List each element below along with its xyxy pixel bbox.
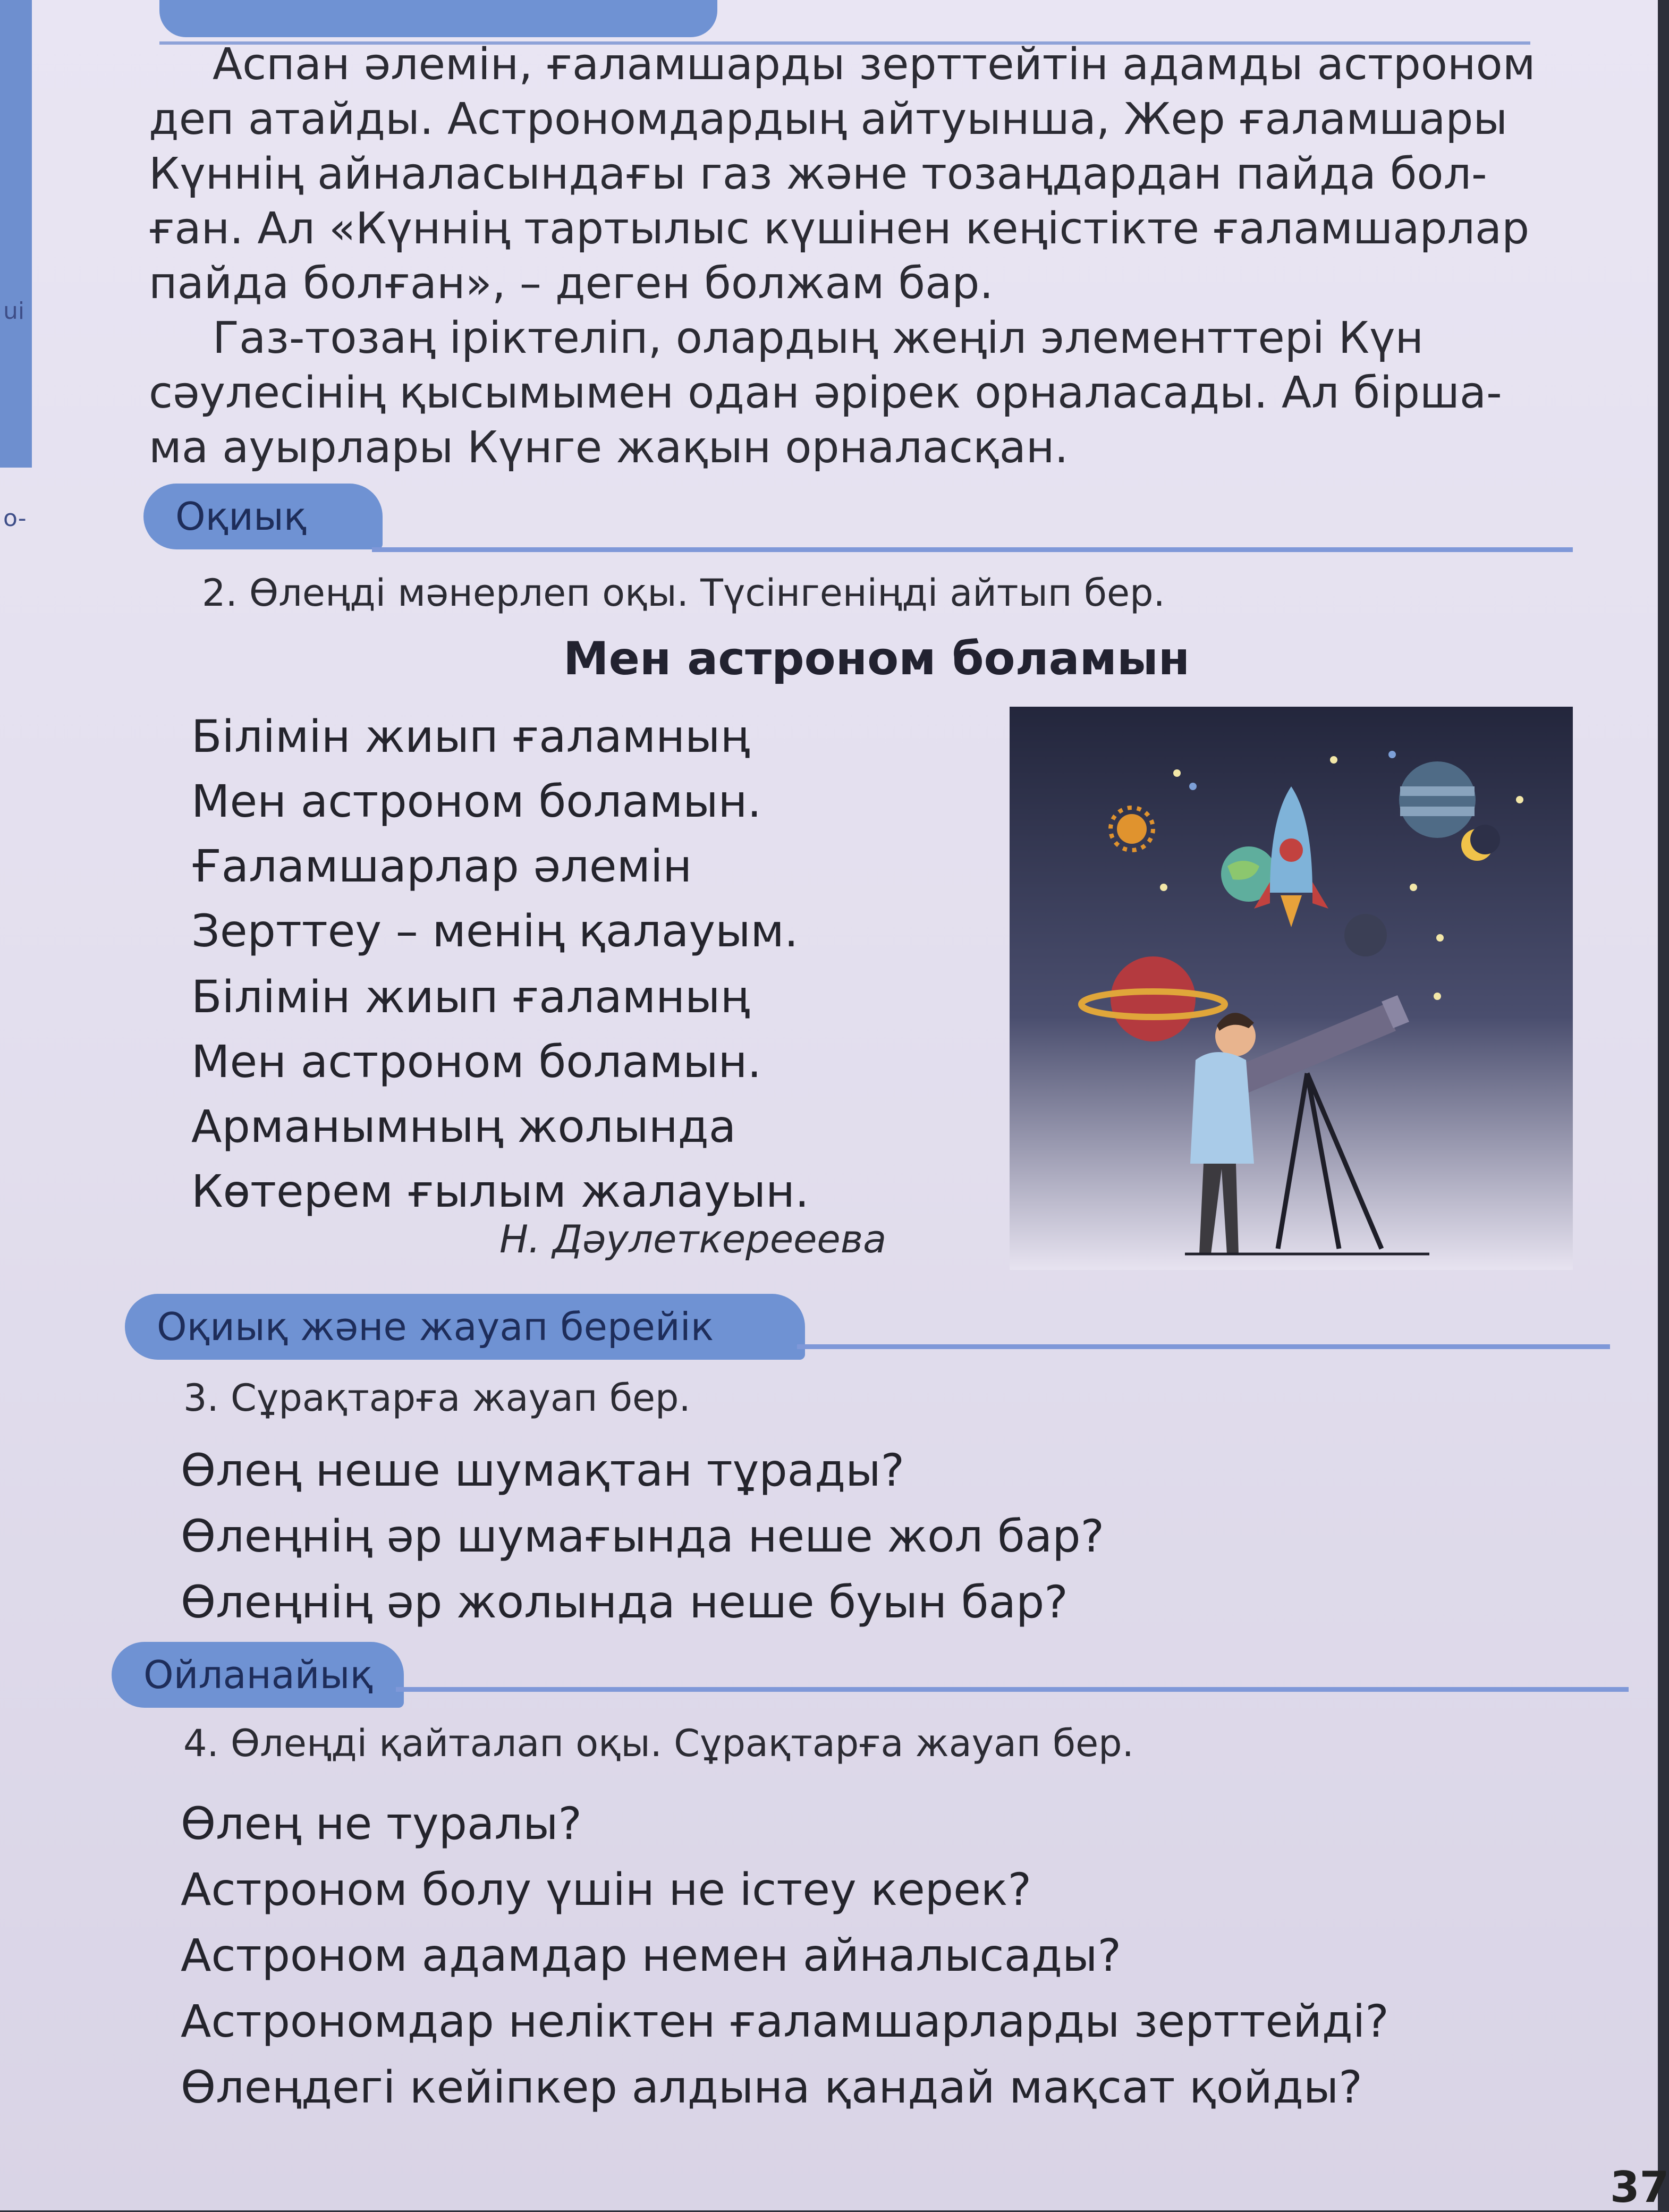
- margin-mark: ui: [3, 298, 25, 325]
- question-line: Өлеңнің әр шумағында неше жол бар?: [181, 1510, 1105, 1562]
- poem-line: Көтерем ғылым жалауын.: [191, 1165, 809, 1217]
- questions-3: [181, 1437, 1104, 1635]
- question-line: Өлеңнің әр жолында неше буын бар?: [181, 1576, 1068, 1628]
- poem-stanza-1: [191, 704, 799, 963]
- question-line: Астроном адамдар немен айналысады?: [181, 1929, 1122, 1981]
- text-line: деп атайды. Астрономдардың айтуынша, Жер ғаламшары: [149, 94, 1508, 145]
- striped-planet-icon: [1399, 761, 1476, 838]
- poem-title: Мен астроном боламын: [563, 632, 1190, 685]
- text-line: Аспан әлемін, ғаламшарды зерттейтін адамды астроном: [213, 39, 1536, 90]
- text-line: ма ауырлары Күнге жақын орналасқан.: [149, 422, 1069, 473]
- poem-line: Арманымның жолында: [191, 1100, 736, 1152]
- poem-line: Мен астроном боламын.: [191, 1036, 762, 1088]
- poem-line: Мен астроном боламын.: [191, 775, 762, 827]
- header-band: [159, 0, 717, 37]
- text-line: Газ-тозаң іріктеліп, олардың жеңіл элементтері Күн: [213, 313, 1424, 363]
- question-line: Өлең не туралы?: [181, 1798, 582, 1850]
- intro-paragraph-1: [149, 37, 1552, 311]
- poem-line: Ғаламшарлар әлемін: [191, 840, 692, 892]
- section-label-thinking: Ойланайық: [112, 1642, 404, 1708]
- margin-tab: [0, 0, 32, 468]
- poem-author: Н. Дәулеткерееева: [499, 1217, 887, 1261]
- margin-mark: o-: [3, 505, 27, 532]
- question-line: Өлеңдегі кейіпкер алдына қандай мақсат қойды?: [181, 2061, 1362, 2113]
- section-rule: [797, 1344, 1610, 1349]
- task-2: 2. Өлеңді мәнерлеп оқы. Түсінгеніңді айтып бер.: [202, 571, 1165, 615]
- task-3: 3. Сұрақтарға жауап бер.: [183, 1376, 691, 1420]
- question-line: Астрономдар неліктен ғаламшарларды зерттейді?: [181, 1995, 1389, 2047]
- section-label-reading: Оқиық: [143, 484, 383, 549]
- intro-paragraph-2: [149, 311, 1552, 475]
- section-rule: [372, 547, 1573, 552]
- page-number: 37: [1610, 2163, 1669, 2212]
- poem-line: Білімін жиып ғаламның: [191, 971, 750, 1023]
- questions-4: [181, 1791, 1389, 2120]
- poem-line: Зерттеу – менің қалауым.: [191, 905, 799, 957]
- task-4: 4. Өлеңді қайталап оқы. Сұрақтарға жауап бер.: [183, 1722, 1134, 1765]
- poem-line: Білімін жиып ғаламның: [191, 710, 750, 762]
- question-line: Өлең неше шумақтан тұрады?: [181, 1444, 905, 1496]
- poem-stanza-2: [191, 964, 809, 1224]
- dark-planet-icon: [1344, 914, 1387, 956]
- astronomer-illustration: [1010, 707, 1573, 1270]
- text-line: Күннің айналасындағы газ және тозаңдардан пайда бол-: [149, 149, 1487, 199]
- text-line: пайда болған», – деген болжам бар.: [149, 258, 994, 309]
- section-label-reading-answer: Оқиық және жауап берейік: [125, 1294, 805, 1360]
- text-line: сәулесінің қысымымен одан әрірек орналасады. Ал бірша-: [149, 368, 1502, 418]
- section-rule: [396, 1687, 1629, 1692]
- question-line: Астроном болу үшін не істеу керек?: [181, 1863, 1032, 1916]
- text-line: ған. Ал «Күннің тартылыс күшінен кеңістікте ғаламшарлар: [149, 204, 1530, 254]
